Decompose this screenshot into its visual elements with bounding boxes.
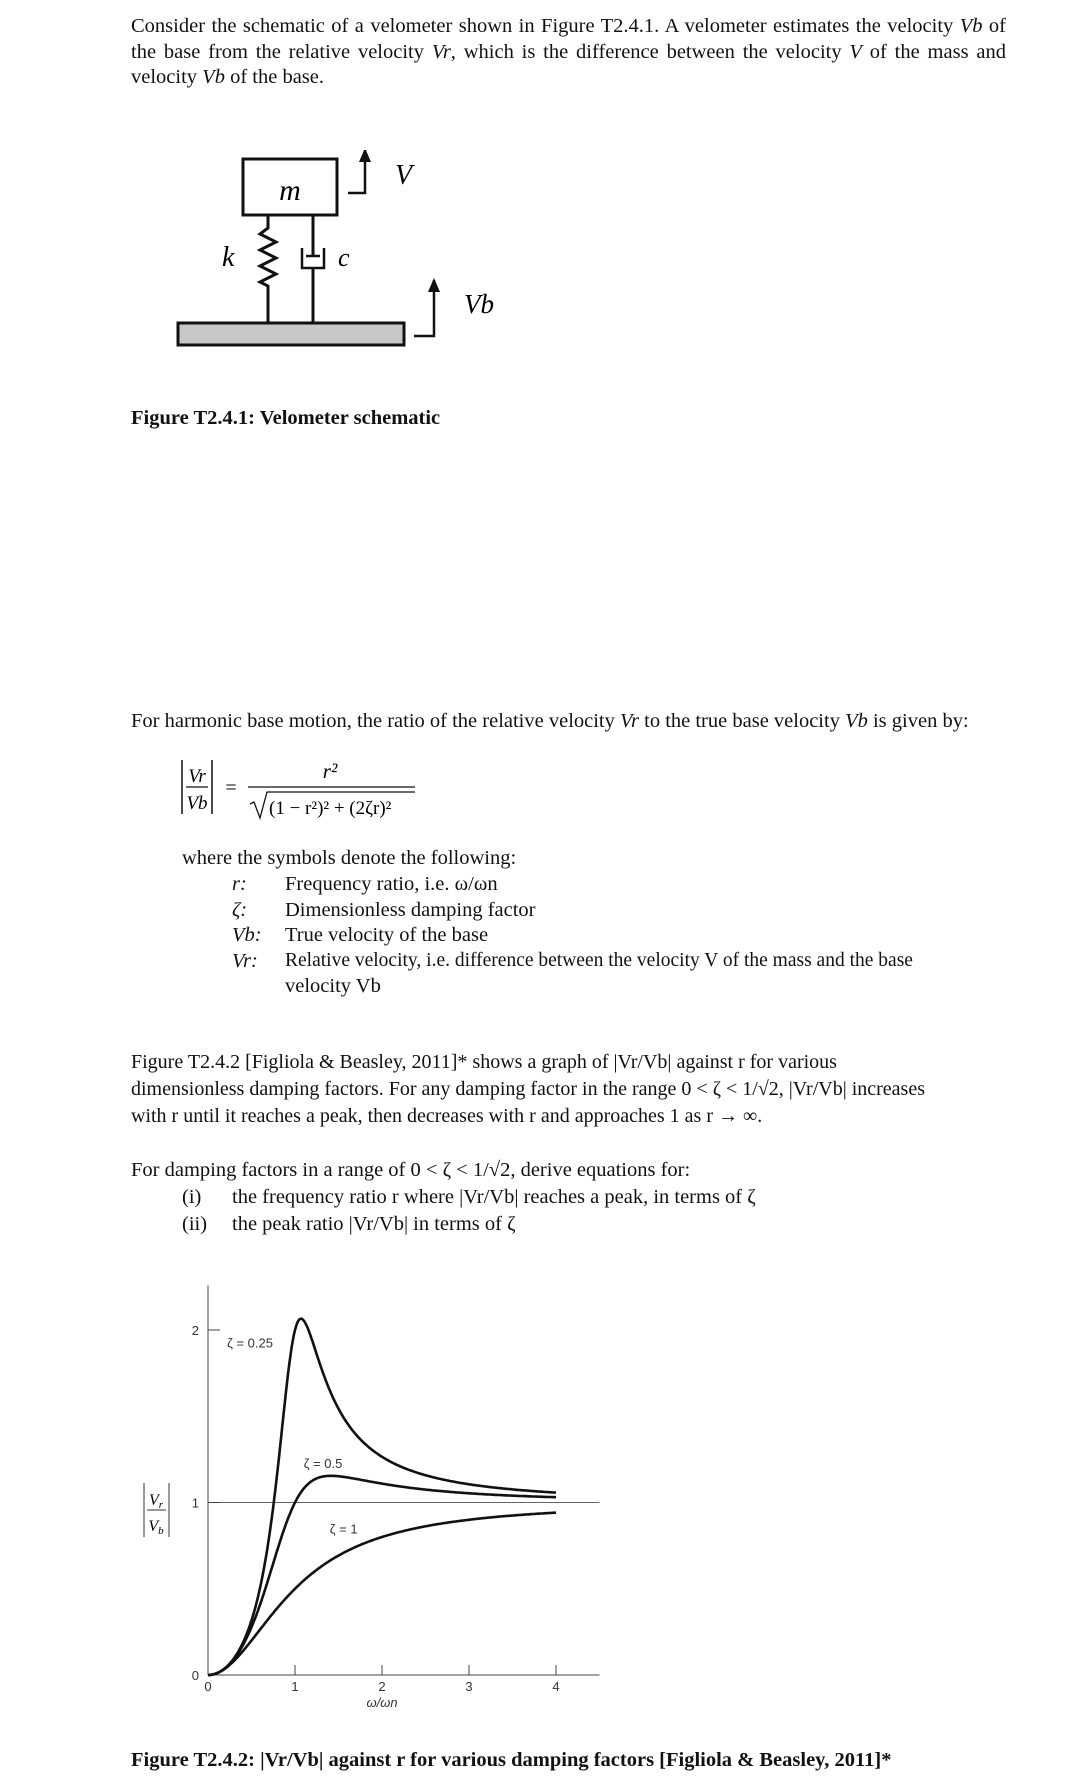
damping-ratio-chart bbox=[140, 1285, 620, 1715]
symbol-vb-desc: True velocity of the base bbox=[285, 924, 489, 946]
symbol-vr-desc: Relative velocity, i.e. difference between the velocity V of the mass and the base bbox=[285, 950, 913, 971]
task-item bbox=[182, 1212, 516, 1238]
x-tick-label: 1 bbox=[291, 1679, 299, 1694]
lhs-numerator: Vr bbox=[188, 766, 206, 787]
lhs-denominator: Vb bbox=[186, 793, 208, 814]
symbol-r-desc: Frequency ratio, i.e. ω/ωn bbox=[285, 873, 498, 895]
task-item bbox=[182, 1185, 756, 1211]
mass-velocity-label: V bbox=[395, 160, 413, 191]
series-line bbox=[208, 1476, 556, 1675]
figure-1-caption: Figure T2.4.1: Velometer schematic bbox=[131, 407, 441, 429]
symbol-vr: Vr: bbox=[232, 950, 258, 972]
mass-label: m bbox=[279, 174, 301, 207]
series-label: ζ = 0.5 bbox=[303, 1456, 343, 1471]
series-label: ζ = 0.25 bbox=[227, 1335, 273, 1351]
x-tick-label: 0 bbox=[204, 1679, 212, 1694]
base-velocity-label: Vb bbox=[464, 289, 494, 319]
series-label: ζ = 1 bbox=[329, 1521, 358, 1537]
task-item-number: (i) bbox=[182, 1186, 202, 1208]
damper-label: c bbox=[338, 243, 350, 272]
x-tick-label: 4 bbox=[552, 1679, 560, 1694]
spring-label: k bbox=[222, 242, 235, 273]
series-line bbox=[208, 1513, 556, 1675]
ratio-equation bbox=[175, 752, 435, 832]
task-intro: For damping factors in a range of 0 < ζ < 1/√2, derive equations for: bbox=[131, 1159, 691, 1181]
task-item-text: the frequency ratio r where |Vr/Vb| reaches a peak, in terms of ζ bbox=[232, 1186, 756, 1208]
task-item-number: (ii) bbox=[182, 1213, 208, 1235]
symbol-r: r: bbox=[232, 873, 247, 895]
rhs-denominator: (1 − r²)² + (2ζr)² bbox=[269, 798, 392, 819]
y-axis-label bbox=[144, 1483, 169, 1537]
y-tick-label: 2 bbox=[191, 1323, 199, 1338]
figure-2-text-line-3: with r until it reaches a peak, then decreases with r and approaches 1 as r → ∞. bbox=[131, 1105, 763, 1127]
task-item-text: the peak ratio |Vr/Vb| in terms of ζ bbox=[232, 1213, 516, 1235]
symbols-intro: where the symbols denote the following: bbox=[182, 847, 517, 869]
y-tick-label: 1 bbox=[191, 1495, 199, 1511]
base-block bbox=[178, 323, 404, 345]
symbol-zeta: ζ: bbox=[232, 899, 248, 921]
spring bbox=[260, 215, 276, 322]
symbol-zeta-desc: Dimensionless damping factor bbox=[285, 899, 536, 921]
rhs-numerator: r² bbox=[322, 759, 338, 783]
figure-2-text-line-1: Figure T2.4.2 [Figliola & Beasley, 2011]* shows a graph of |Vr/Vb| against r for various bbox=[131, 1051, 837, 1073]
symbol-vb: Vb: bbox=[232, 924, 262, 946]
equals-sign: = bbox=[225, 777, 237, 799]
figure-2-text-line-2: dimensionless damping factors. For any damping factor in the range 0 < ζ < 1/√2, |Vr/Vb| increases bbox=[131, 1078, 925, 1100]
velometer-schematic bbox=[170, 150, 530, 360]
y-tick-label: 0 bbox=[191, 1668, 199, 1683]
figure-2-caption: Figure T2.4.2: |Vr/Vb| against r for various damping factors [Figliola & Beasley, 2011]* bbox=[131, 1749, 892, 1771]
svg-text:Vb: Vb bbox=[148, 1518, 164, 1537]
svg-text:Vr: Vr bbox=[148, 1492, 164, 1511]
x-tick-label: 3 bbox=[465, 1679, 473, 1694]
harmonic-paragraph: For harmonic base motion, the ratio of the relative velocity Vr to the true base velocity Vb is given by: bbox=[131, 710, 969, 732]
series-line bbox=[208, 1319, 556, 1675]
symbol-vr-desc-continuation: velocity Vb bbox=[285, 975, 381, 997]
x-axis-label: ω/ωn bbox=[366, 1695, 398, 1710]
x-tick-label: 2 bbox=[378, 1679, 386, 1694]
intro-paragraph: Consider the schematic of a velometer shown in Figure T2.4.1. A velometer estimates the velocity Vb of the base from the relative velocity Vr, which is the difference between the velocity V of the mass and velocity Vb of the base. bbox=[131, 15, 1007, 89]
